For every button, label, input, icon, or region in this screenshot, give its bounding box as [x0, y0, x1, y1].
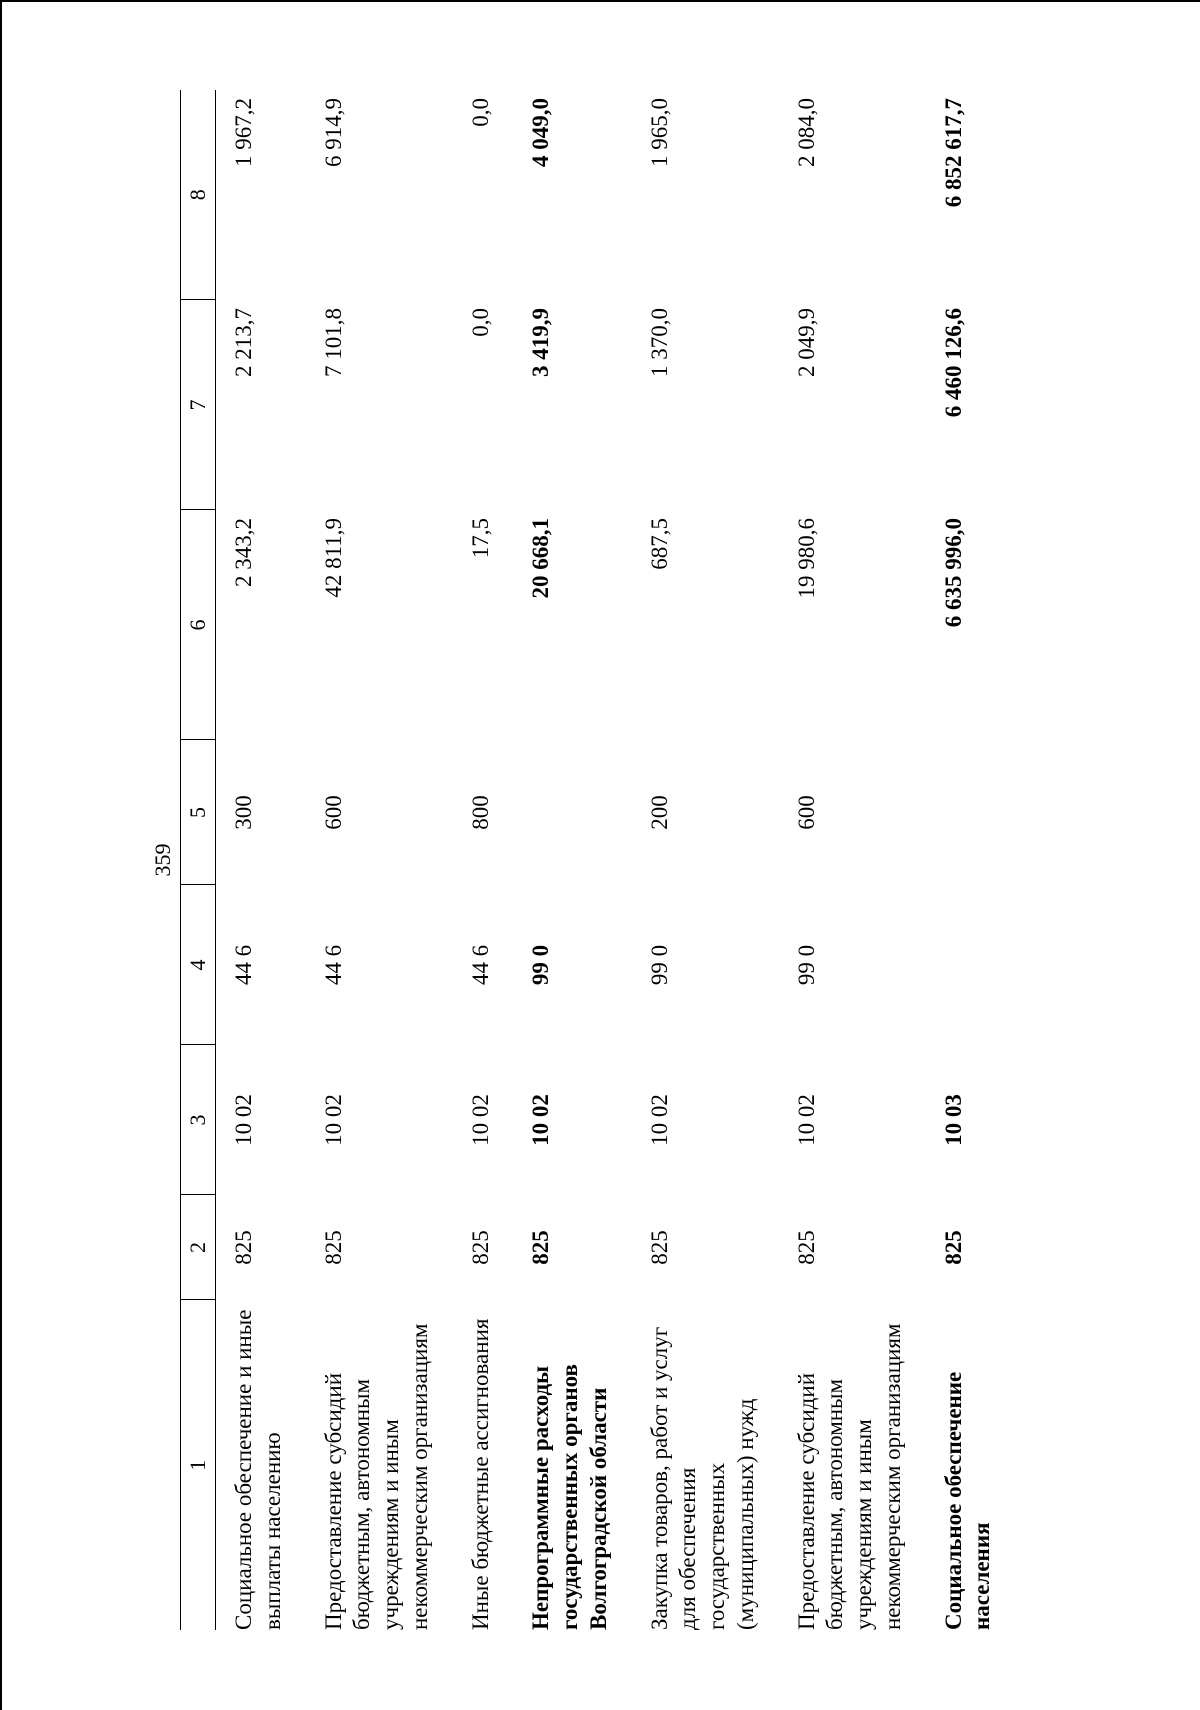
table-cell	[513, 740, 631, 885]
row-label: Социальное обеспечение и иные выплаты населению	[231, 1309, 285, 1630]
table-cell: 600	[793, 795, 819, 830]
table-cell: 10 02	[646, 1094, 672, 1146]
table-cell: 42 811,9	[320, 518, 346, 598]
column-header: 5	[181, 740, 216, 885]
column-header: 4	[181, 885, 216, 1045]
table-cell: 20 668,1	[528, 518, 554, 599]
table-row	[513, 90, 631, 1630]
table-row	[306, 90, 453, 1630]
table-cell: 10 02	[320, 1094, 346, 1146]
rotated-page	[150, 80, 1160, 1640]
table-cell: 825	[467, 1230, 493, 1265]
table-cell: 687,5	[646, 518, 672, 570]
table-cell: 6 852 617,7	[940, 98, 966, 208]
table-cell	[926, 885, 1016, 1045]
table-cell: 99 0	[528, 944, 554, 986]
table-cell: 10 03	[940, 1094, 966, 1146]
table-cell: 825	[793, 1230, 819, 1265]
table-cell: 0,0	[467, 308, 493, 337]
table-cell: 800	[467, 795, 493, 830]
table-cell: 200	[646, 795, 672, 830]
row-label: Иные бюджетные ассигнования	[467, 1318, 493, 1630]
table-cell: 6 460 126,6	[940, 308, 966, 418]
table-cell: 44 6	[467, 944, 493, 986]
table-cell: 0,0	[467, 98, 493, 127]
table-cell: 3 419,9	[528, 308, 554, 377]
page-number: 359	[150, 843, 175, 877]
table-cell: 825	[528, 1230, 554, 1265]
table-cell: 10 02	[467, 1094, 493, 1146]
scan-border	[0, 0, 1200, 2]
table-cell: 2 343,2	[231, 518, 256, 587]
table-row	[779, 90, 926, 1630]
table-row	[632, 90, 779, 1630]
column-header: 7	[181, 300, 216, 510]
table-cell: 825	[231, 1230, 256, 1265]
column-header: 3	[181, 1045, 216, 1195]
table-cell: 99 0	[646, 944, 672, 986]
column-header: 1	[181, 1300, 216, 1630]
table-cell: 4 049,0	[528, 98, 554, 167]
table-cell: 1 967,2	[231, 98, 256, 167]
table-cell: 99 0	[793, 944, 819, 986]
table-cell: 2 084,0	[793, 98, 819, 167]
table-row	[453, 90, 514, 1630]
table-cell: 10 02	[231, 1094, 256, 1146]
column-header: 2	[181, 1195, 216, 1300]
table-cell	[926, 740, 1016, 885]
table-cell: 825	[320, 1230, 346, 1265]
table-cell: 10 02	[793, 1094, 819, 1146]
table-cell: 44 6	[320, 944, 346, 986]
row-label: Закупка товаров, работ и услуг для обеспечения государственных (муниципальных) нужд	[646, 1326, 758, 1630]
row-label: Предоставление субсидий бюджетным, автономным учреждениям и иным некоммерческим организациям	[793, 1323, 905, 1630]
table-cell: 1 370,0	[646, 308, 672, 377]
header-row	[181, 90, 216, 1630]
table-cell: 19 980,6	[793, 518, 819, 599]
row-label: Социальное обеспечение населения	[940, 1371, 995, 1630]
table-cell: 825	[646, 1230, 672, 1265]
table-cell: 2 213,7	[231, 308, 256, 377]
budget-table	[180, 90, 1015, 1630]
table-cell: 6 635 996,0	[940, 518, 966, 628]
table-row	[926, 90, 1016, 1630]
column-header: 8	[181, 90, 216, 300]
table-cell: 10 02	[528, 1094, 554, 1146]
table-cell: 600	[320, 795, 346, 830]
scan-border	[0, 0, 2, 1710]
table-cell: 6 914,9	[320, 98, 346, 167]
table-row	[216, 90, 306, 1630]
row-label: Предоставление субсидий бюджетным, автономным учреждениям и иным некоммерческим организациям	[320, 1323, 432, 1630]
table-cell: 1 965,0	[646, 98, 672, 167]
table-cell: 300	[231, 795, 256, 830]
column-header: 6	[181, 510, 216, 740]
table-cell: 825	[940, 1230, 966, 1265]
row-label: Непрограммные расходы государственных органов Волгоградской области	[528, 1364, 611, 1630]
table-cell: 44 6	[231, 944, 256, 986]
table-cell: 7 101,8	[320, 308, 346, 377]
table-cell: 2 049,9	[793, 308, 819, 377]
table-cell: 17,5	[467, 518, 493, 559]
